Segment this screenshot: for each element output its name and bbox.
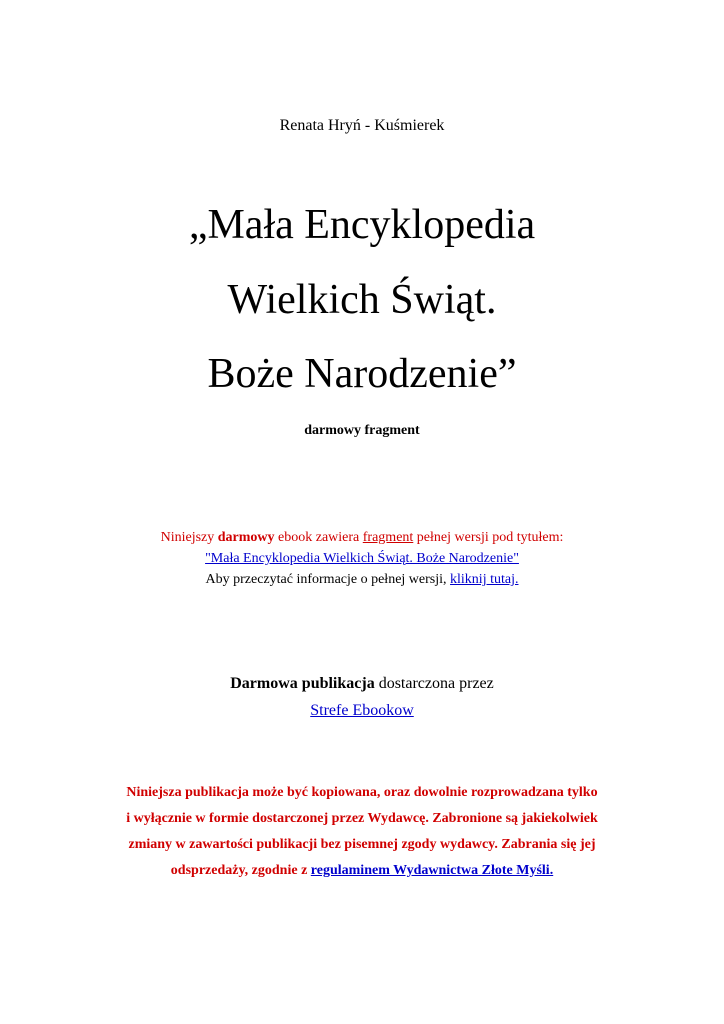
legal-line-4-text: odsprzedaży, zgodnie z — [170, 863, 311, 878]
notice-info-text: Aby przeczytać informacje o pełnej wersji, — [205, 572, 451, 587]
legal-line-2: i wyłącznie w formie dostarczonej przez Wydawcę. Zabronione są jakiekolwiek — [126, 811, 598, 826]
free-fragment-notice — [0, 527, 724, 590]
notice-line-1 — [0, 527, 724, 548]
legal-notice — [0, 780, 724, 884]
notice-text-start: Niniejszy — [160, 530, 218, 545]
book-title-line-1: „Mała Encyklopedia — [188, 202, 536, 248]
strefe-ebookow-link[interactable]: Strefe Ebookow — [310, 702, 414, 719]
legal-line-4 — [0, 858, 724, 884]
notice-text-middle: ebook zawiera — [274, 530, 363, 545]
publication-rest-text: dostarczona przez — [374, 675, 494, 692]
author-name: Renata Hryń - Kuśmierek — [279, 117, 445, 134]
publication-credit — [0, 674, 724, 694]
notice-line-2 — [0, 548, 724, 569]
notice-free-word: darmowy — [217, 530, 275, 545]
legal-line-1: Niniejsza publikacja może być kopiowana, oraz dowolnie rozprowadzana tylko — [126, 785, 598, 800]
regulations-link[interactable]: regulaminem Wydawnictwa Złote Myśli. — [310, 863, 554, 878]
book-title-line-2: Wielkich Świąt. — [227, 277, 497, 323]
click-here-link[interactable]: kliknij tutaj. — [450, 572, 519, 587]
fragment-link[interactable]: fragment — [362, 530, 414, 545]
subtitle: darmowy fragment — [304, 423, 420, 438]
publication-bold-text: Darmowa publikacja — [230, 675, 375, 692]
publication-link-row — [0, 701, 724, 721]
book-title-line-3: Boże Narodzenie” — [207, 351, 517, 397]
notice-line-3 — [0, 569, 724, 590]
notice-text-end: pełnej wersji pod tytułem: — [413, 530, 564, 545]
full-book-link[interactable]: "Mała Encyklopedia Wielkich Świąt. Boże Narodzenie" — [205, 551, 519, 566]
legal-line-3: zmiany w zawartości publikacji bez pisemnej zgody wydawcy. Zabrania się jej — [128, 837, 596, 852]
